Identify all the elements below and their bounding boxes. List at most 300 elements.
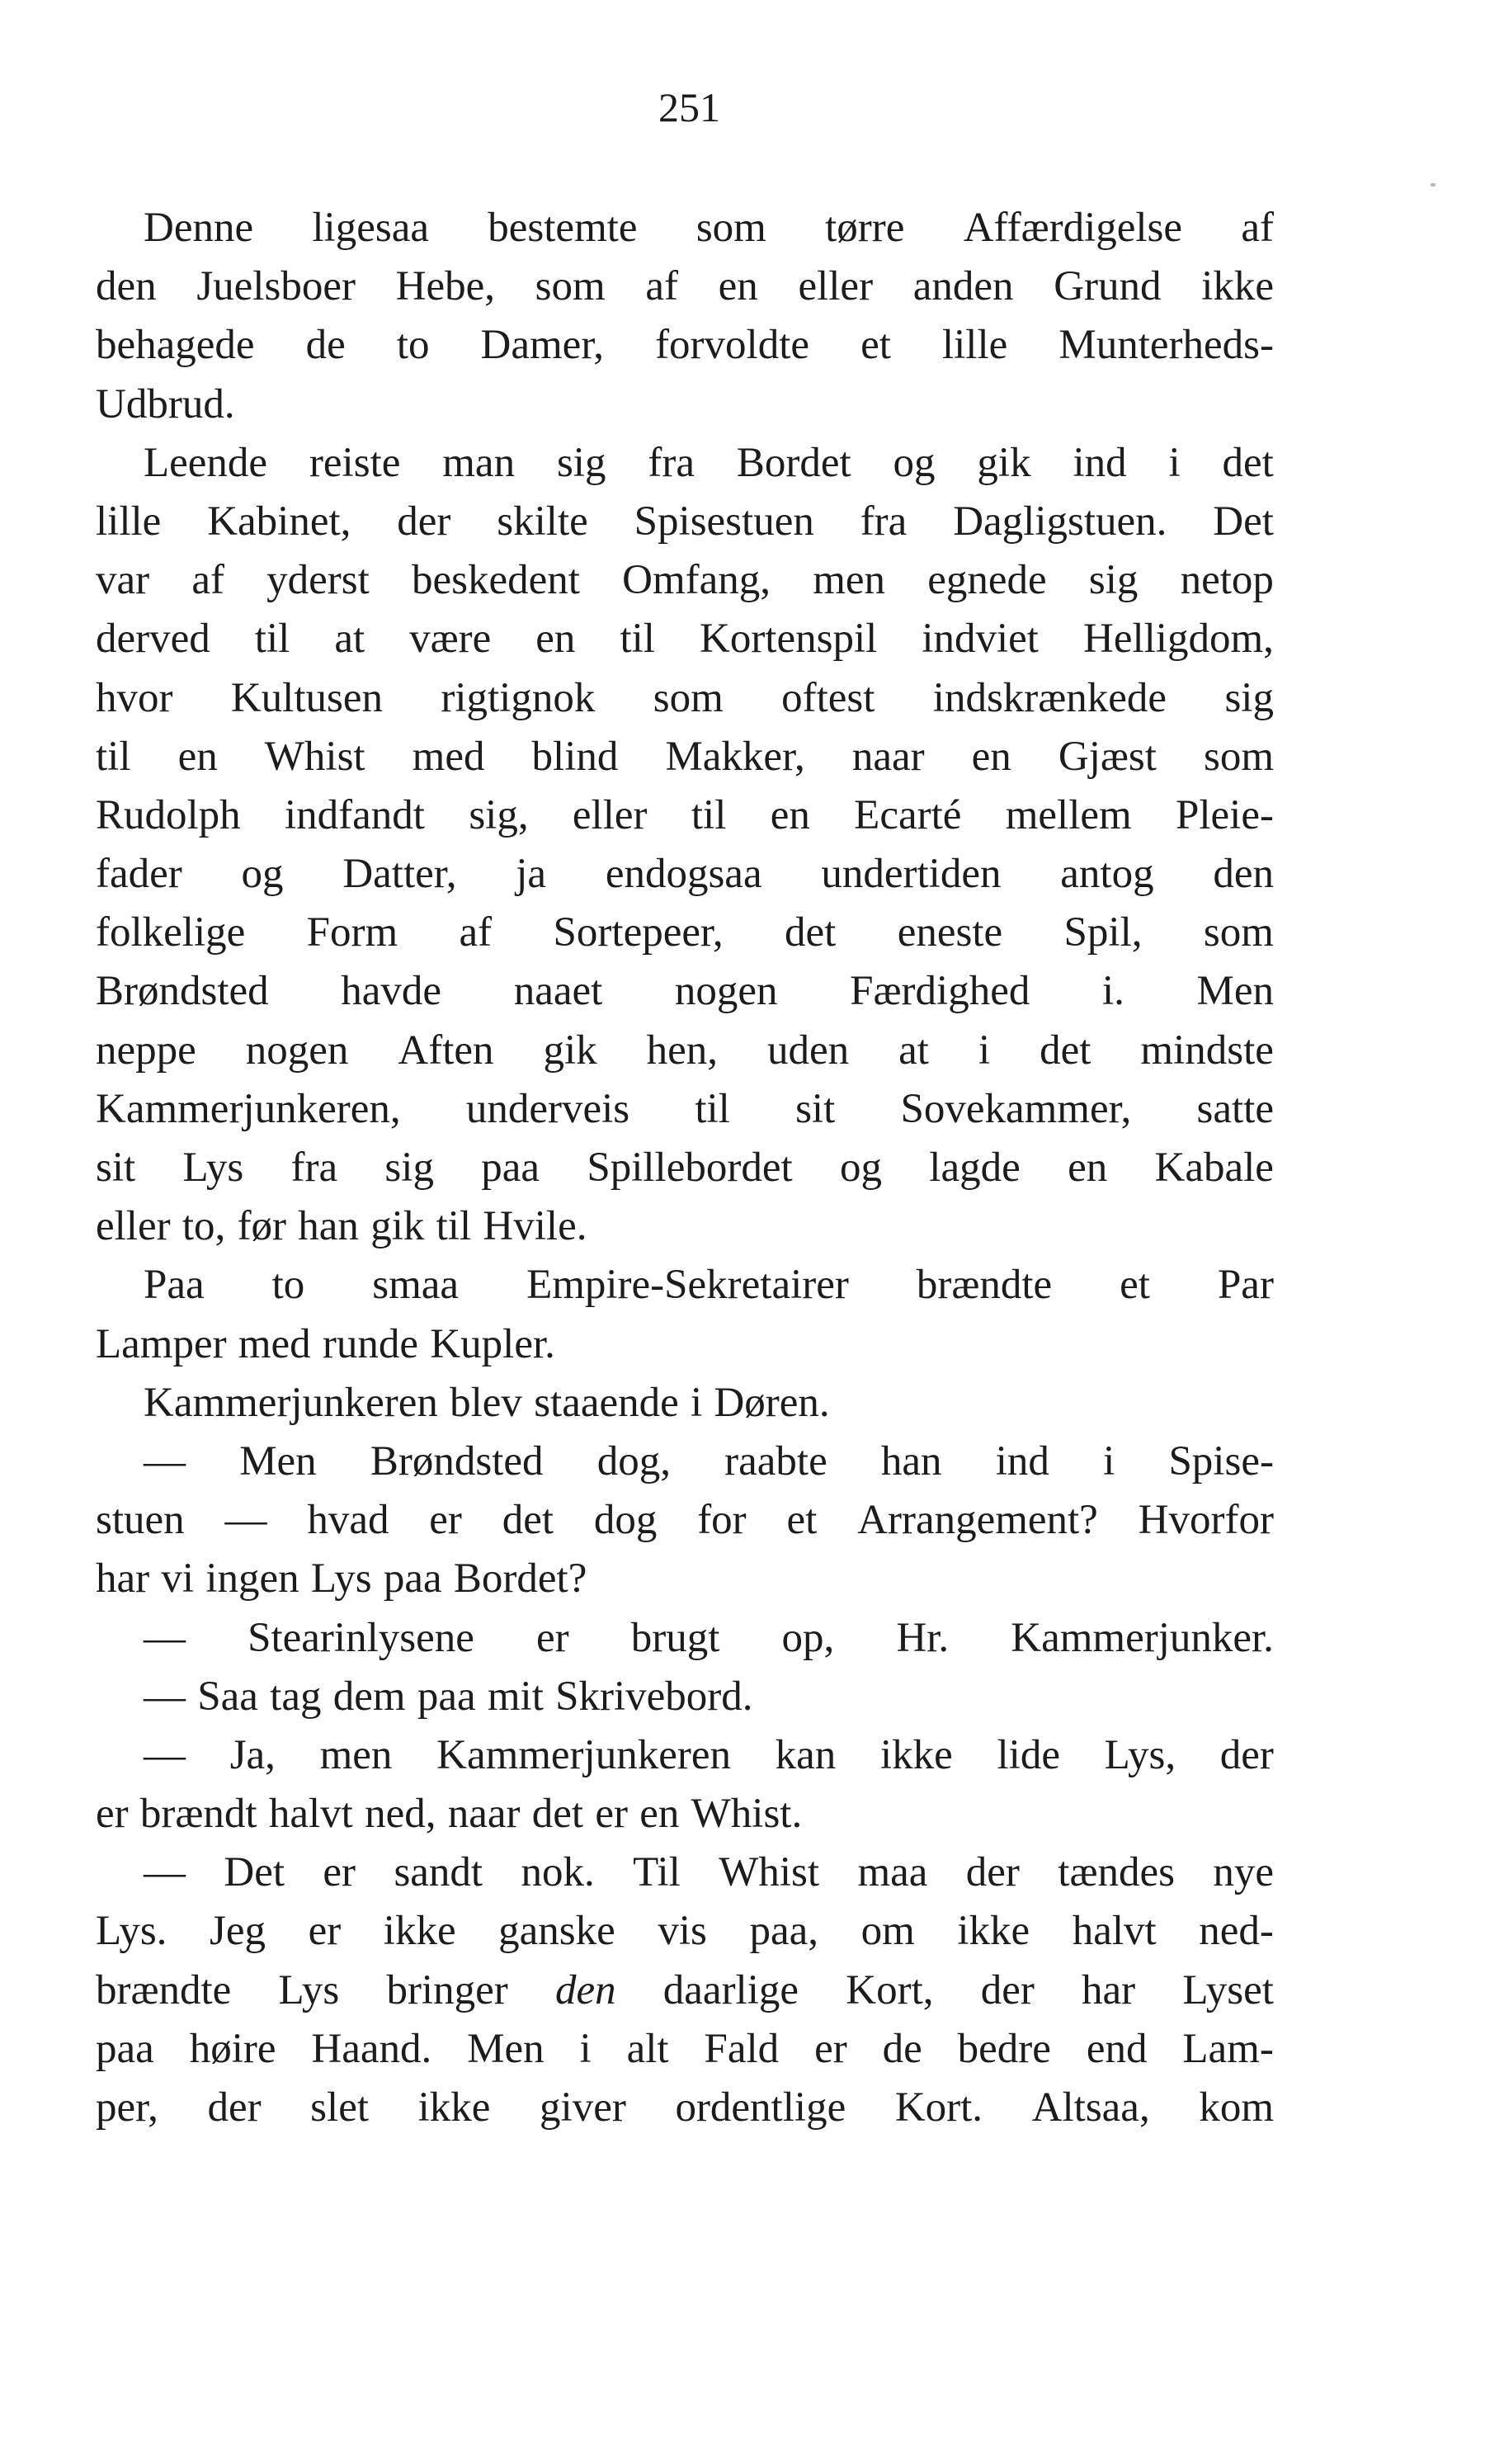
word: den (1213, 851, 1274, 898)
word: — (144, 1614, 186, 1661)
word: reiste (309, 439, 401, 486)
word: Skrivebord. (555, 1673, 753, 1720)
word: yderst (266, 557, 370, 604)
word: og (241, 851, 284, 898)
word: Sovekammer, (900, 1085, 1132, 1132)
word: der (1219, 1731, 1274, 1778)
word: Lam- (1182, 2025, 1274, 2072)
word: — (224, 1497, 267, 1544)
word: ind (995, 1437, 1049, 1485)
word: — (144, 1731, 186, 1778)
word: ikke (879, 1731, 953, 1778)
word: brændte (96, 1966, 232, 2013)
word: Kupler. (430, 1320, 555, 1367)
word: en (639, 1791, 680, 1838)
word: Kabinet, (207, 498, 351, 545)
text-line (96, 1374, 1274, 1433)
word: de (305, 322, 346, 369)
word: Men (239, 1437, 317, 1485)
word: anden (912, 263, 1014, 310)
word: høire (189, 2025, 276, 2072)
word: hvad (307, 1497, 389, 1544)
word: dog, (596, 1437, 671, 1485)
word: sig (556, 439, 606, 486)
word: er (536, 1614, 569, 1661)
word: Lyset (1182, 1966, 1274, 2013)
word: Kultusen (230, 674, 383, 721)
word: — (144, 1849, 186, 1896)
word: er (814, 2025, 847, 2072)
word: mit (487, 1673, 544, 1720)
text-line (96, 1902, 1274, 1961)
word: forvoldte (655, 322, 810, 369)
word: tag (270, 1673, 322, 1720)
word: maa (857, 1849, 928, 1896)
word: eller (798, 263, 874, 310)
word: gik (370, 1203, 425, 1250)
text-line (96, 2079, 1274, 2137)
word: en (718, 263, 758, 310)
text-line (96, 786, 1274, 845)
word: ikke (417, 2084, 491, 2131)
word: sit (96, 1145, 136, 1191)
word: i (579, 2025, 592, 2072)
text-line (96, 845, 1274, 904)
word: har (1082, 1966, 1136, 2013)
text-line (96, 904, 1274, 962)
word: kan (775, 1731, 837, 1778)
text-line (96, 1022, 1274, 1080)
word: et (786, 1497, 818, 1544)
text-line (96, 316, 1274, 375)
word: før (237, 1203, 287, 1250)
word: er (308, 1908, 342, 1955)
word: — (144, 1437, 186, 1485)
word: Brøndsted (96, 968, 269, 1015)
text-line (96, 551, 1274, 610)
word: til (254, 616, 290, 663)
word: runde (322, 1320, 419, 1367)
word: Munterheds- (1058, 322, 1274, 369)
word: endogsaa (605, 851, 762, 898)
text-line (96, 669, 1274, 728)
word: til (96, 733, 131, 780)
word: af (1241, 205, 1274, 251)
word: Whist (264, 733, 365, 780)
text-line (96, 434, 1274, 493)
word: Kort, (846, 1966, 934, 2013)
text-line (96, 728, 1274, 786)
word: det (1040, 1027, 1091, 1074)
text-line (96, 1785, 1274, 1843)
word: Affærdigelse (963, 205, 1183, 251)
word: Stearinlysene (248, 1614, 474, 1661)
word: der (965, 1849, 1020, 1896)
word: Gjæst (1058, 733, 1157, 780)
word: han (298, 1203, 359, 1250)
text-line (96, 1256, 1274, 1315)
word: i (691, 1379, 703, 1426)
word: kom (1199, 2084, 1274, 2131)
word: antog (1060, 851, 1154, 898)
word: at (334, 616, 365, 663)
word: fra (290, 1145, 338, 1191)
word: en (971, 733, 1011, 780)
text-line (96, 1315, 1274, 1374)
word: fader (96, 851, 182, 898)
word: Det (1213, 498, 1274, 545)
word: det (531, 1791, 584, 1838)
word: mindste (1140, 1027, 1274, 1074)
word: har (96, 1555, 150, 1603)
word: underveis (465, 1085, 630, 1132)
word: slet (310, 2084, 369, 2131)
word: behagede (96, 322, 255, 369)
word: to, (182, 1203, 226, 1250)
word: naar (851, 733, 925, 780)
word: Denne (144, 205, 254, 251)
word: i (1168, 439, 1181, 486)
word: nok. (521, 1849, 595, 1896)
text-line (96, 1961, 1274, 2020)
word: dem (332, 1673, 406, 1720)
word: bringer (386, 1966, 508, 2013)
text-line (96, 1197, 1274, 1256)
word: men (813, 557, 886, 604)
text-line (96, 1726, 1274, 1785)
word: Grund (1054, 263, 1162, 310)
word: der (207, 2084, 262, 2131)
word: Brøndsted (370, 1437, 544, 1485)
word: Kammerjunkeren, (96, 1085, 401, 1132)
text-line (96, 1433, 1274, 1491)
word: skilte (497, 498, 588, 545)
word: Lys (310, 1555, 372, 1603)
word: og (839, 1145, 882, 1191)
word: stuen (96, 1497, 185, 1544)
word: Spisestuen (634, 498, 814, 545)
italic-word: den (554, 1966, 616, 2013)
word: i (1103, 1437, 1115, 1485)
word: smaa (372, 1262, 460, 1309)
word: Kortenspil (699, 616, 878, 663)
word: Bordet (736, 439, 851, 486)
text-line (96, 610, 1274, 668)
word: er (429, 1497, 462, 1544)
word: brændt (139, 1791, 257, 1838)
word: Whist. (691, 1791, 803, 1838)
word: gik (543, 1027, 597, 1074)
word: sig (384, 1145, 434, 1191)
word: en (770, 791, 810, 838)
word: Men (1196, 968, 1274, 1015)
word: Udbrud. (96, 380, 235, 427)
word: han (880, 1437, 942, 1485)
word: rigtignok (441, 674, 596, 721)
word: paa (481, 1145, 540, 1191)
text-line (96, 257, 1274, 316)
word: giver (540, 2084, 626, 2131)
word: som (653, 674, 724, 721)
word: Spillebordet (587, 1145, 793, 1191)
word: et (860, 322, 891, 369)
text-line (96, 2020, 1274, 2079)
word: ikke (383, 1908, 456, 1955)
word: brugt (630, 1614, 720, 1661)
word: det (785, 909, 837, 956)
word: derved (96, 616, 210, 663)
body-text (96, 199, 1274, 2137)
word: om (860, 1908, 915, 1955)
word: Døren. (714, 1379, 830, 1426)
word: daarlige (662, 1966, 799, 2013)
word: per, (96, 2084, 158, 2131)
word: paa (417, 1673, 476, 1720)
word: undertiden (821, 851, 1002, 898)
word: uden (767, 1027, 850, 1074)
word: Damer, (480, 322, 605, 369)
word: Form (306, 909, 398, 956)
word: Lys (278, 1966, 340, 2013)
word: i (978, 1027, 991, 1074)
word: sig, (469, 791, 529, 838)
word: havde (341, 968, 442, 1015)
word: for (697, 1497, 747, 1544)
word: — (144, 1673, 186, 1720)
word: til (436, 1203, 472, 1250)
word: ikke (1201, 263, 1274, 310)
text-line (96, 1843, 1274, 1902)
word: være (409, 616, 492, 663)
word: sit (795, 1085, 836, 1132)
word: Hr. (896, 1614, 950, 1661)
page-number: 251 (658, 84, 720, 130)
word: Altsaa, (1031, 2084, 1150, 2131)
word: paa, (749, 1908, 819, 1955)
word: en (177, 733, 218, 780)
word: bedre (957, 2025, 1051, 2072)
word: med (412, 733, 485, 780)
word: Rudolph (96, 791, 241, 838)
word: ingen (205, 1555, 299, 1603)
word: men (319, 1731, 393, 1778)
word: Spise- (1168, 1437, 1274, 1485)
word: alt (626, 2025, 669, 2072)
word: af (645, 263, 678, 310)
word: lagde (929, 1145, 1021, 1191)
word: satte (1196, 1085, 1274, 1132)
word: hvor (96, 674, 173, 721)
word: af (191, 557, 224, 604)
word: Hebe, (395, 263, 495, 310)
word: op, (781, 1614, 835, 1661)
word: Arrangement? (857, 1497, 1098, 1544)
word: Paa (144, 1262, 205, 1309)
word: til (691, 791, 727, 838)
word: lille (941, 322, 1008, 369)
word: Dagligstuen. (953, 498, 1167, 545)
word: Empire-Sekretairer (526, 1262, 849, 1309)
word: som (1203, 909, 1274, 956)
word: Kammerjunkeren (144, 1379, 438, 1426)
word: et (1120, 1262, 1150, 1309)
word: tændes (1058, 1849, 1175, 1896)
word: til (695, 1085, 730, 1132)
text-line (96, 493, 1274, 551)
word: mellem (1005, 791, 1132, 838)
word: sig (1088, 557, 1139, 604)
word: Kabale (1154, 1145, 1274, 1191)
word: sandt (394, 1849, 483, 1896)
word: nogen (245, 1027, 349, 1074)
word: Saa (197, 1673, 258, 1720)
word: som (1203, 733, 1274, 780)
word: Ecarté (854, 791, 962, 838)
word: Sortepeer, (553, 909, 724, 956)
word: Juelsboer (196, 263, 356, 310)
word: raabte (724, 1437, 827, 1485)
word: var (96, 557, 150, 604)
word: indskrænkede (932, 674, 1167, 721)
word: oftest (781, 674, 875, 721)
word: nye (1213, 1849, 1274, 1896)
word: staaende (534, 1379, 679, 1426)
word: Omfang, (622, 557, 771, 604)
word: to (271, 1262, 305, 1309)
word: Par (1217, 1262, 1274, 1309)
word: to (396, 322, 430, 369)
word: den (96, 263, 157, 310)
word: Haand. (311, 2025, 432, 2072)
word: netop (1180, 557, 1274, 604)
word: Datter, (342, 851, 457, 898)
word: hen, (646, 1027, 719, 1074)
word: naaet (513, 968, 603, 1015)
word: som (535, 263, 606, 310)
word: halvt (1072, 1908, 1157, 1955)
word: ordentlige (675, 2084, 846, 2131)
word: indfandt (285, 791, 425, 838)
word: lide (997, 1731, 1060, 1778)
word: Men (467, 2025, 545, 2072)
word: tørre (825, 205, 905, 251)
scan-speck (1431, 183, 1436, 186)
word: Lys. (96, 1908, 167, 1955)
word: og (893, 439, 936, 486)
word: der (980, 1966, 1035, 2013)
word: eller (572, 791, 648, 838)
word: Fald (704, 2025, 780, 2072)
word: paa (383, 1555, 442, 1603)
word: Hvorfor (1138, 1497, 1274, 1544)
word: dog (593, 1497, 658, 1544)
word: Leende (144, 439, 268, 486)
word: nogen (674, 968, 778, 1015)
word: ganske (498, 1908, 615, 1955)
word: ned, (365, 1791, 436, 1838)
word: er (595, 1791, 628, 1838)
text-line (96, 375, 1274, 434)
word: ikke (957, 1908, 1030, 1955)
word: Lamper (96, 1320, 227, 1367)
word: naar (447, 1791, 521, 1838)
word: fra (860, 498, 908, 545)
word: bestemte (488, 205, 638, 251)
word: med (238, 1320, 311, 1367)
word: Jeg (210, 1908, 266, 1955)
word: eneste (897, 909, 1003, 956)
word: Lys (182, 1145, 244, 1191)
word: ligesaa (312, 205, 429, 251)
word: Spil, (1063, 909, 1143, 956)
text-line (96, 962, 1274, 1021)
word: Ja, (229, 1731, 276, 1778)
word: Helligdom, (1082, 616, 1274, 663)
word: at (898, 1027, 929, 1074)
word: Kammerjunker. (1011, 1614, 1274, 1661)
word: beskedent (412, 557, 580, 604)
word: indviet (922, 616, 1039, 663)
word: Lys, (1104, 1731, 1176, 1778)
text-line (96, 1609, 1274, 1668)
word: end (1086, 2025, 1148, 2072)
word: det (1222, 439, 1274, 486)
word: en (535, 616, 576, 663)
word: blind (531, 733, 619, 780)
word: folkelige (96, 909, 246, 956)
word: Kort. (894, 2084, 983, 2131)
word: paa (96, 2025, 154, 2072)
word: eller (96, 1203, 171, 1250)
word: gik (977, 439, 1031, 486)
word: som (695, 205, 766, 251)
word: blev (450, 1379, 522, 1426)
text-line (96, 1139, 1274, 1197)
word: Pleie- (1176, 791, 1274, 838)
text-line (96, 1668, 1274, 1726)
word: Færdighed (850, 968, 1030, 1015)
word: de (882, 2025, 922, 2072)
word: af (459, 909, 493, 956)
word: man (442, 439, 516, 486)
word: Hvile. (483, 1203, 587, 1250)
word: i. (1101, 968, 1124, 1015)
word: sig (1224, 674, 1274, 721)
word: Makker, (665, 733, 805, 780)
word: er (96, 1791, 129, 1838)
word: lille (96, 498, 162, 545)
word: brændte (916, 1262, 1053, 1309)
word: Aften (398, 1027, 494, 1074)
word: Til (633, 1849, 681, 1896)
text-line (96, 1550, 1274, 1608)
word: Kammerjunkeren (436, 1731, 731, 1778)
text-line (96, 1080, 1274, 1139)
word: halvt (268, 1791, 353, 1838)
word: ned- (1199, 1908, 1274, 1955)
word: egnede (927, 557, 1047, 604)
word: neppe (96, 1027, 196, 1074)
text-line (96, 1491, 1274, 1550)
word: vi (161, 1555, 195, 1603)
text-line (96, 199, 1274, 257)
word: Det (224, 1849, 285, 1896)
word: vis (658, 1908, 707, 1955)
word: det (502, 1497, 554, 1544)
word: ind (1073, 439, 1127, 486)
word: Whist (719, 1849, 820, 1896)
word: fra (648, 439, 695, 486)
